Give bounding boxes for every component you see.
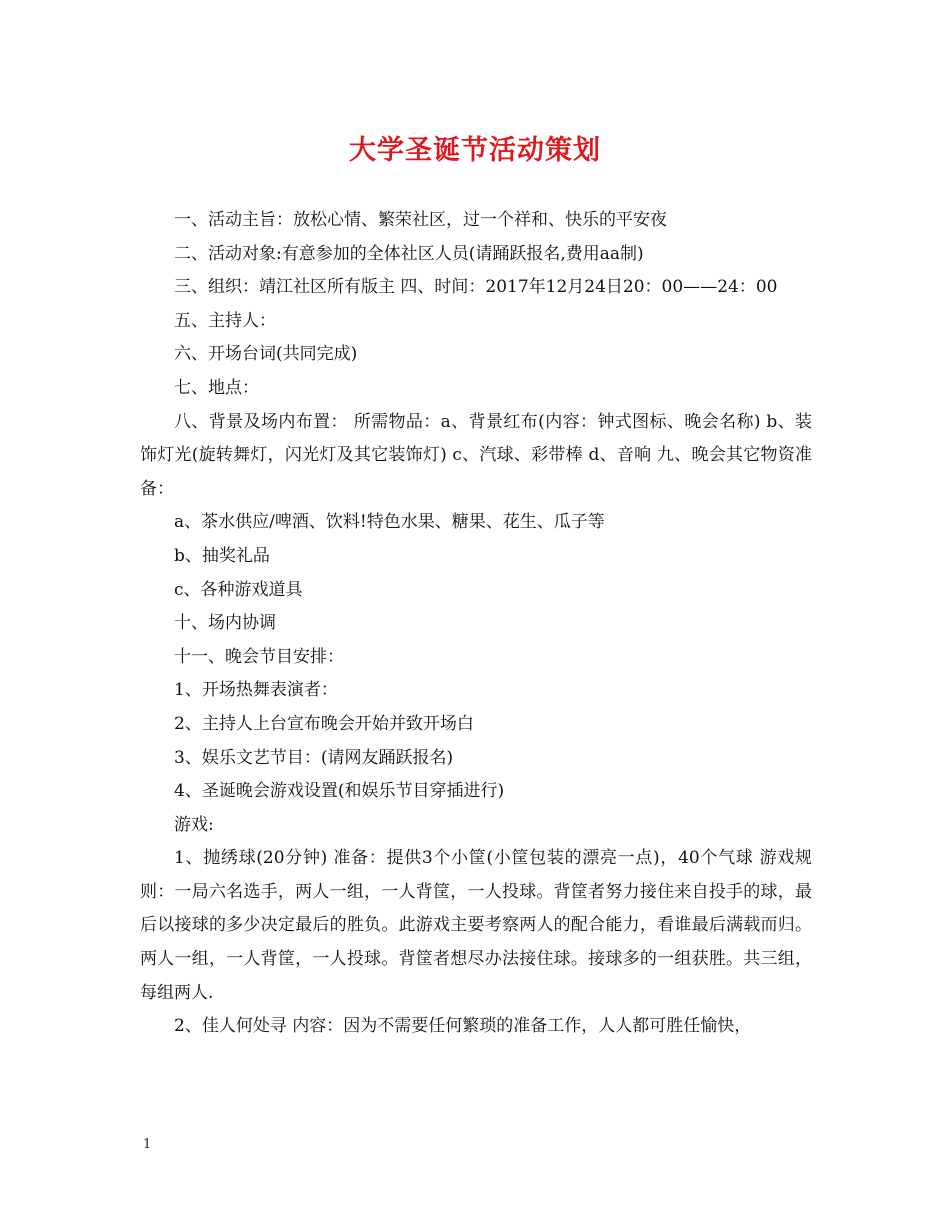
paragraph-game-1: 1、抛绣球(20分钟) 准备：提供3个小筐(小筐包装的漂亮一点)，40个气球 游戏规则：一局六名选手，两人一组，一人背筐，一人投球。背筐者努力接住来自投手的球，最后以接球的多少决定最后的胜负。此游戏主要考察两人的配合能力，看谁最后满载而归。 两人一组，一人背筐，一人投球。背筐者想尽办法接住球。接球多的一组获胜。共三组，每组两人. [140,848,812,1003]
paragraph-supplies-c: c、各种游戏道具 [174,579,303,600]
paragraph-program-3: 3、娱乐文艺节目：(请网友踊跃报名) [174,747,454,768]
paragraph-organizer-time: 三、组织：靖江社区所有版主 四、时间：2017年12月24日20：00——24：00 [174,277,778,298]
paragraph-supplies-b: b、抽奖礼品 [174,545,270,566]
paragraph-location: 七、地点： [174,377,259,398]
paragraph-coordination: 十、场内协调 [174,613,276,634]
paragraph-program-4: 4、圣诞晚会游戏设置(和娱乐节目穿插进行) [174,781,505,802]
document-body [140,204,812,1044]
paragraph-program-2: 2、主持人上台宣布晚会开始并致开场白 [174,713,474,734]
paragraph-supplies-a: a、茶水供应/啤酒、饮料!特色水果、糖果、花生、瓜子等 [174,512,605,533]
paragraph-program-1: 1、开场热舞表演者： [174,680,338,701]
paragraph-games-heading: 游戏: [174,814,214,835]
paragraph-opening-lines: 六、开场台词(共同完成) [174,344,358,365]
document-title: 大学圣诞节活动策划 [349,135,601,166]
paragraph-program: 十一、晚会节目安排： [174,646,344,667]
page-number: 1 [143,1137,152,1152]
paragraph-game-2: 2、佳人何处寻 内容：因为不需要任何繁琐的准备工作，人人都可胜任愉快， [174,1016,752,1037]
paragraph-host: 五、主持人： [174,310,276,331]
paragraph-purpose: 一、活动主旨：放松心情、繁荣社区，过一个祥和、快乐的平安夜 [174,210,667,230]
paragraph-setup: 八、背景及场内布置： 所需物品：a、背景红布(内容：钟式图标、晚会名称) b、装饰灯光(旋转舞灯，闪光灯及其它装饰灯) c、汽球、彩带棒 d、音响 九、晚会其它物资准备： [140,411,812,499]
paragraph-audience: 二、活动对象:有意参加的全体社区人员(请踊跃报名,费用aa制) [174,243,644,264]
